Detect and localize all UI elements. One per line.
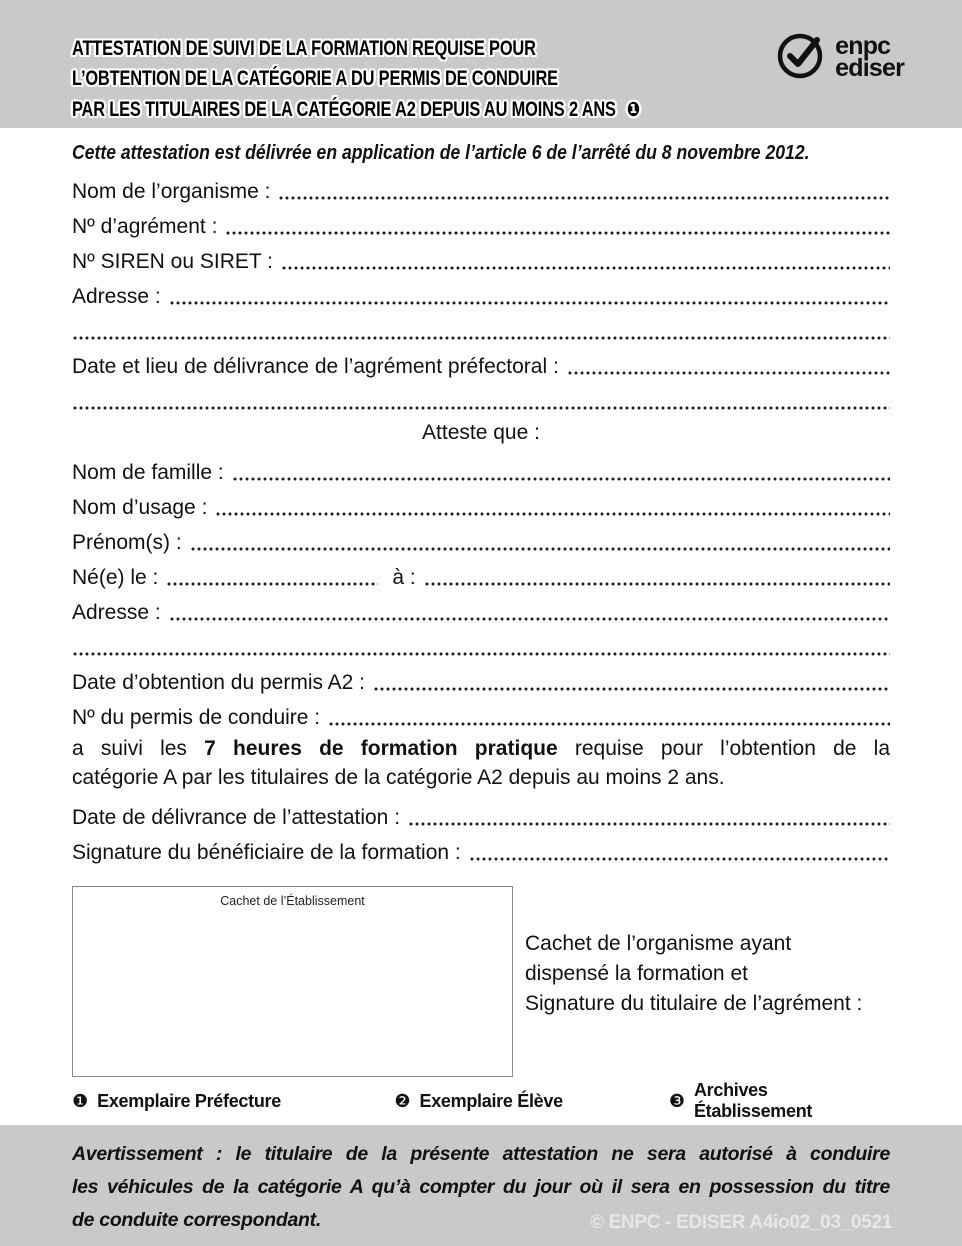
field-row-adresse-organisme-suite (72, 308, 890, 343)
circled-2-icon: ❷ (394, 1090, 411, 1112)
field-row-adresse-organisme (72, 273, 890, 308)
header-band (0, 0, 962, 128)
title-text-2: L’OBTENTION DE LA CATÉGORIE A DU PERMIS DE CONDUIRE (72, 67, 558, 90)
label-adresse-organisme: Adresse : (72, 284, 161, 308)
formation-bold-hours: 7 heures de formation pratique (204, 737, 558, 760)
blank-nom-usage (215, 512, 890, 516)
titulaire-fields (72, 449, 890, 729)
field-row-date-lieu-suite (72, 378, 890, 413)
title-line-2 (72, 64, 766, 94)
field-row-numero-permis (72, 694, 890, 729)
blank-lieu-naissance (424, 582, 890, 586)
intro-statement: Cette attestation est délivrée en application de l’article 6 de l’arrêté du 8 novembre 2012. (72, 142, 810, 164)
field-row-signature-beneficiaire (72, 829, 890, 864)
formation-part2: requise pour l’obtention de la (557, 737, 890, 760)
label-date-lieu-agrement: Date et lieu de délivrance de l’agrément préfectoral : (72, 354, 559, 378)
stamp-side-line-1: Cachet de l’organisme ayant (525, 931, 792, 955)
enpc-ediser-logo (775, 28, 904, 85)
warning-line-3: de conduite correspondant. (72, 1209, 321, 1231)
circled-3-icon: ❸ (668, 1090, 685, 1112)
blank-siren (281, 266, 890, 270)
stamp-section (72, 886, 890, 1077)
copy-prefecture (72, 1091, 394, 1112)
blank-adresse-organisme-suite (72, 336, 890, 340)
formation-line-2: catégorie A par les titulaires de la catégorie A2 depuis au moins 2 ans. (72, 766, 725, 789)
copy-eleve-label: Exemplaire Élève (419, 1090, 563, 1111)
field-row-nom-organisme (72, 168, 890, 203)
warning-line-1: Avertissement : le titulaire de la présente attestation ne sera autorisé à conduire (72, 1143, 890, 1165)
label-adresse-titulaire: Adresse : (72, 600, 161, 624)
form-body (0, 140, 962, 1121)
blank-date-lieu-suite (72, 406, 890, 410)
blank-adresse-organisme (169, 301, 890, 305)
blank-date-permis-a2 (373, 687, 890, 691)
field-row-nom-usage (72, 484, 890, 519)
field-row-adresse-titulaire-suite (72, 624, 890, 659)
logo-line-ediser: ediser (835, 53, 904, 82)
blank-numero-permis (328, 722, 890, 726)
label-nom-organisme: Nom de l’organisme : (72, 179, 271, 203)
formation-paragraph (72, 734, 890, 792)
label-ne-le: Né(e) le : (72, 565, 159, 589)
check-circle-icon (775, 28, 827, 85)
stamp-side-line-2: dispensé la formation et (525, 961, 748, 985)
formation-part1: a suivi les (72, 737, 205, 760)
field-row-agrement (72, 203, 890, 238)
blank-adresse-titulaire (169, 617, 890, 621)
blank-date-attestation (408, 822, 890, 826)
copy-eleve (394, 1091, 668, 1112)
blank-date-lieu-agrement (567, 371, 890, 375)
organisme-fields (72, 168, 890, 413)
warning-band (0, 1125, 962, 1246)
label-date-permis-a2: Date d’obtention du permis A2 : (72, 670, 366, 694)
blank-prenoms (190, 547, 890, 551)
field-row-date-lieu-agrement (72, 343, 890, 378)
copies-row (72, 1080, 890, 1121)
copy-prefecture-label: Exemplaire Préfecture (97, 1090, 281, 1111)
stamp-side-text (525, 929, 862, 1019)
label-nom-usage: Nom d’usage : (72, 495, 208, 519)
field-row-nom-famille (72, 449, 890, 484)
label-siren: Nº SIREN ou SIRET : (72, 249, 274, 273)
label-date-attestation: Date de délivrance de l’attestation : (72, 805, 401, 829)
warning-line-2: les véhicules de la catégorie A qu’à compter du jour où il sera en possession du titre (72, 1176, 890, 1198)
title-text-1: ATTESTATION DE SUIVI DE LA FORMATION REQUISE POUR (72, 37, 536, 60)
copyright-reference: © ENPC - EDISER A4io02_03_0521 (589, 1212, 892, 1233)
circled-1-icon: ❶ (72, 1090, 89, 1112)
label-lieu-naissance: à : (392, 565, 416, 589)
field-row-naissance (72, 554, 890, 589)
field-row-adresse-titulaire (72, 589, 890, 624)
label-agrement: Nº d’agrément : (72, 214, 218, 238)
blank-signature-beneficiaire (469, 857, 890, 861)
label-numero-permis: Nº du permis de conduire : (72, 705, 321, 729)
blank-nom-organisme (278, 196, 890, 200)
blank-date-naissance (166, 582, 378, 586)
logo-wordmark (835, 31, 904, 82)
blank-nom-famille (232, 477, 890, 481)
atteste-que-heading: Atteste que : (422, 421, 540, 444)
field-row-siren (72, 238, 890, 273)
formation-line-1 (72, 734, 890, 763)
blank-agrement (225, 231, 890, 235)
field-row-prenoms (72, 519, 890, 554)
copy-archives-label: Archives Établissement (693, 1080, 813, 1121)
title-line-3 (72, 94, 766, 125)
logo-line-enpc: enpc (835, 31, 891, 60)
field-row-date-attestation (72, 794, 890, 829)
footnote-1-icon: ❶ (626, 97, 640, 121)
delivrance-fields (72, 794, 890, 864)
stamp-box (72, 886, 513, 1077)
title-line-1 (72, 34, 766, 64)
label-signature-beneficiaire: Signature du bénéficiaire de la formation : (72, 840, 461, 864)
document-title (72, 34, 766, 125)
field-row-date-permis-a2 (72, 659, 890, 694)
blank-adresse-titulaire-suite (72, 652, 890, 656)
copy-archives (669, 1080, 890, 1122)
label-prenoms: Prénom(s) : (72, 530, 182, 554)
stamp-box-label: Cachet de l’Établissement (220, 894, 365, 908)
title-text-3: PAR LES TITULAIRES DE LA CATÉGORIE A2 DEPUIS AU MOINS 2 ANS (72, 98, 616, 121)
label-nom-famille: Nom de famille : (72, 460, 224, 484)
stamp-side-line-3: Signature du titulaire de l’agrément : (525, 991, 863, 1015)
